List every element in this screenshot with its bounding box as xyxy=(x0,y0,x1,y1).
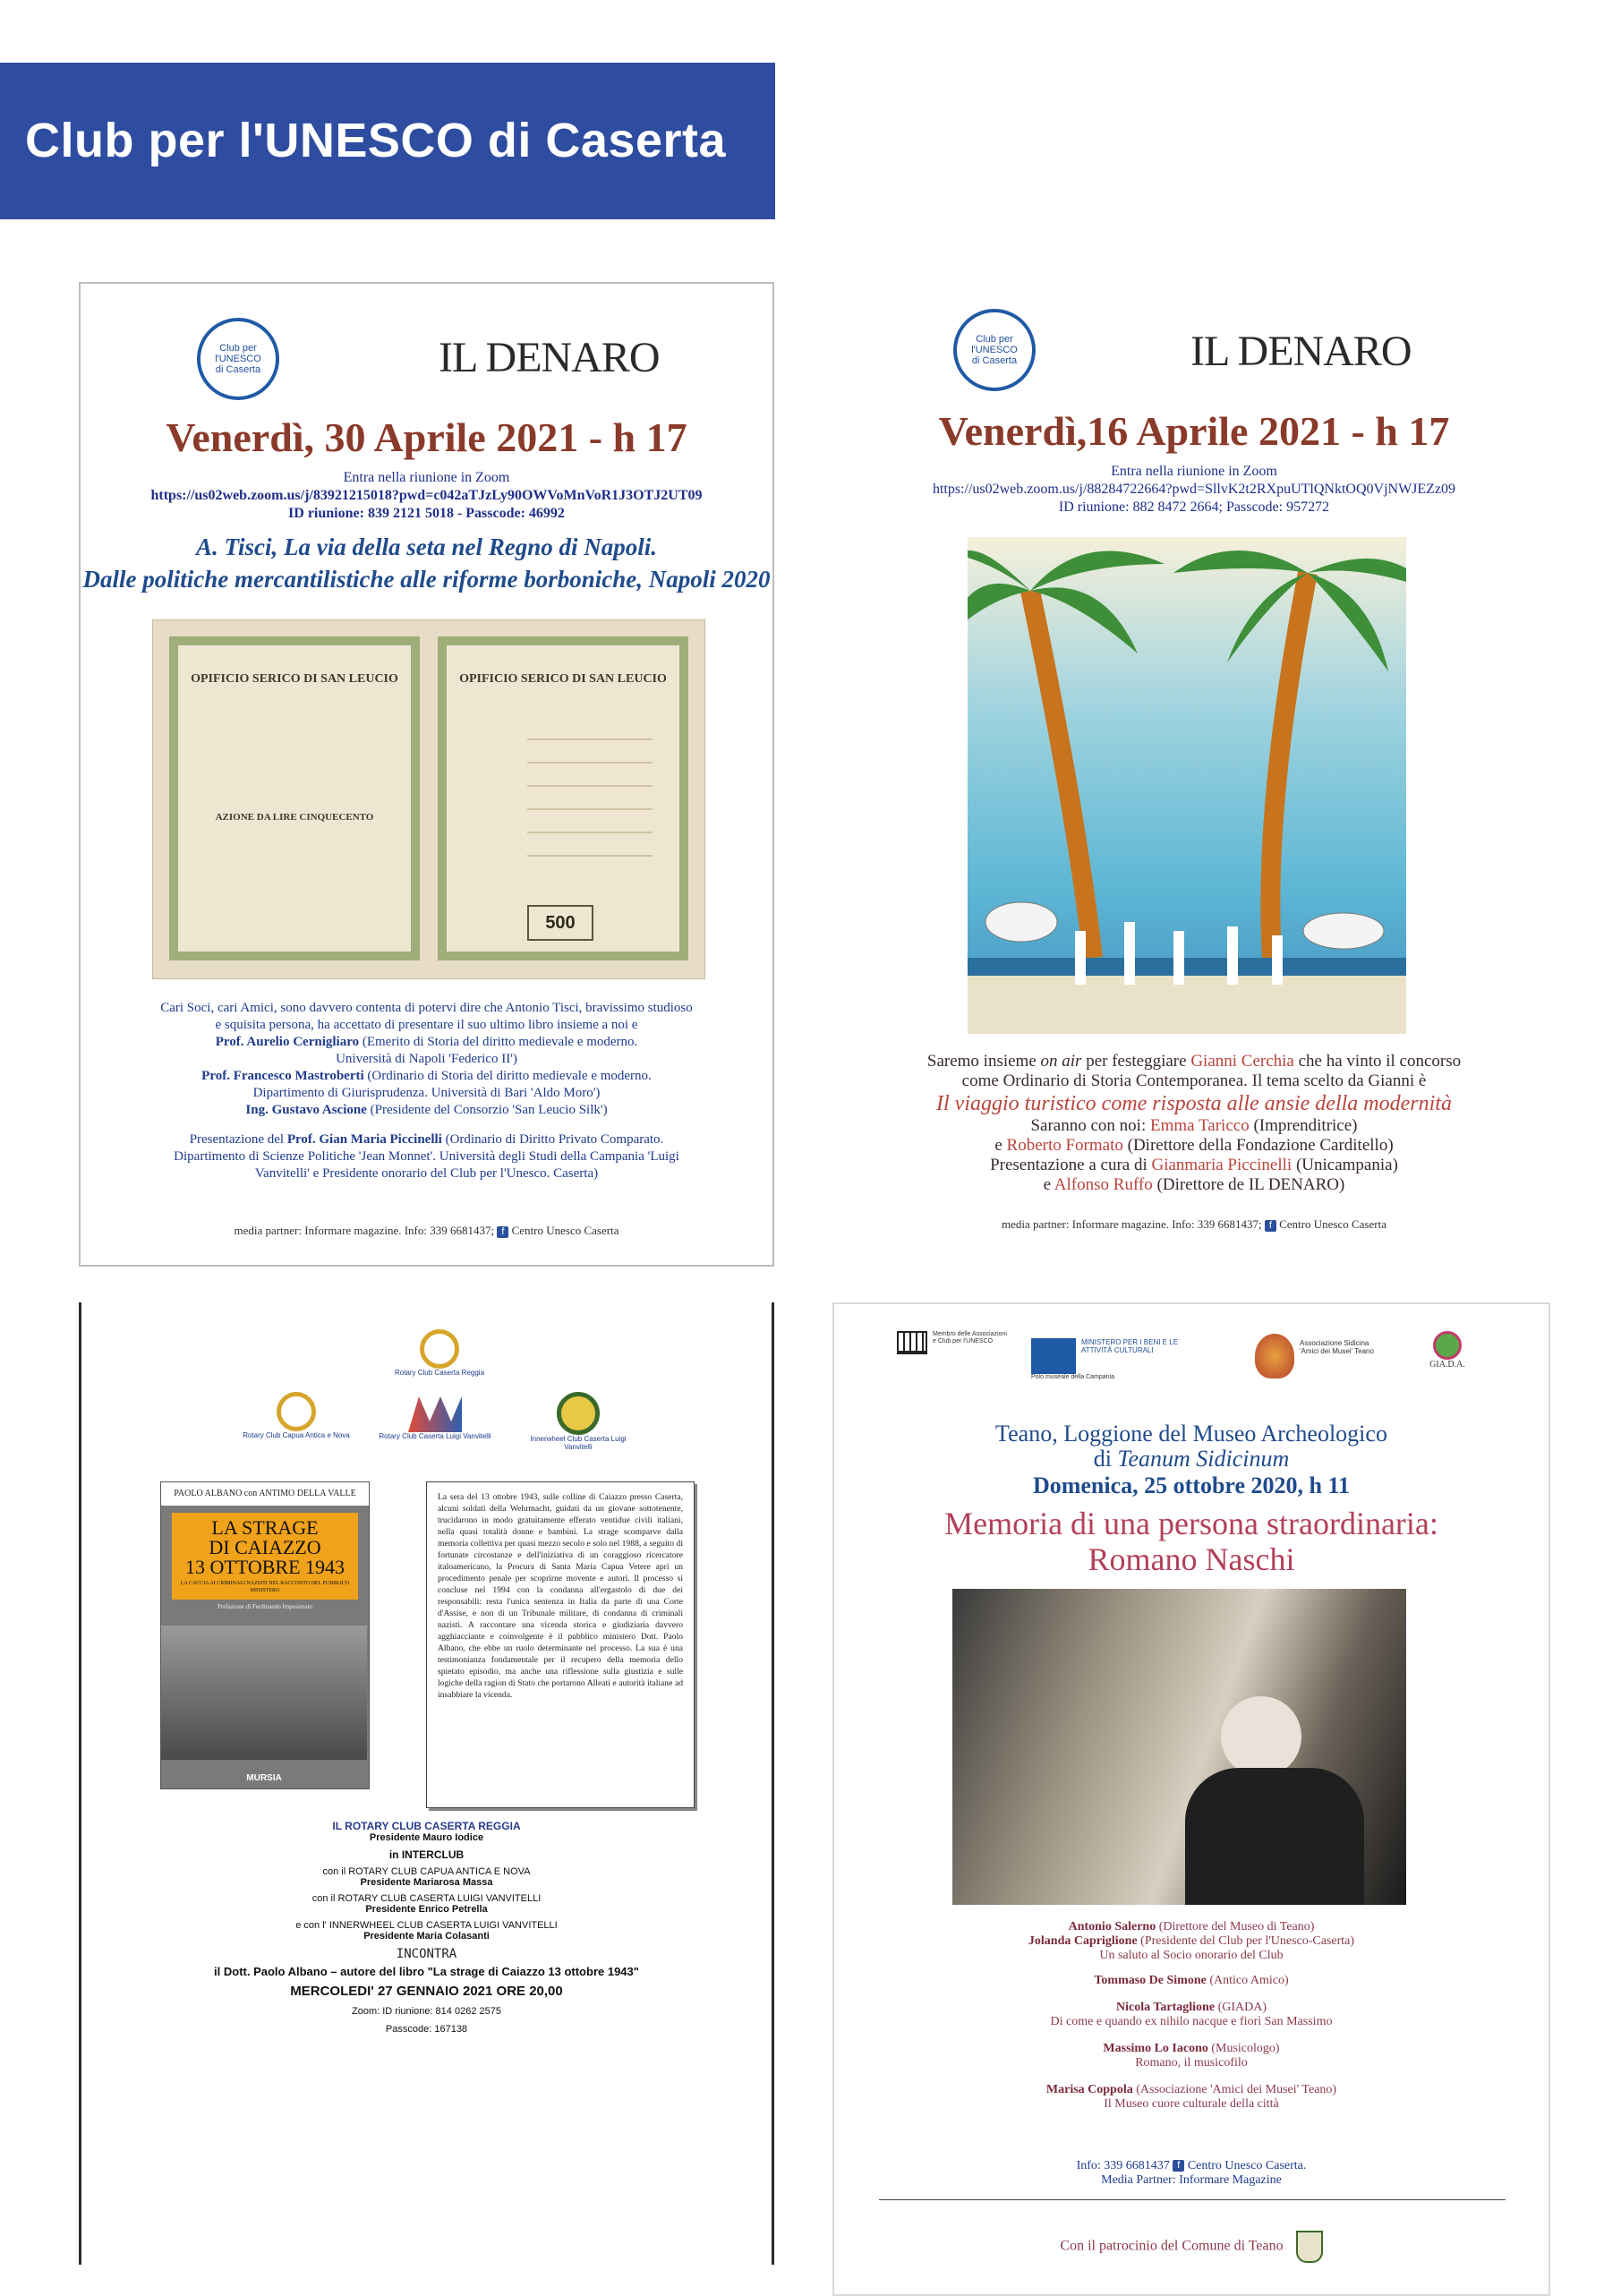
rotary-capua-logo: Rotary Club Capua Antica e Nova xyxy=(243,1392,350,1439)
talk-title: Il viaggio turistico come risposta alle ansie della modernità xyxy=(936,1092,1452,1115)
mibac-logo: MINISTERO PER I BENI E LE ATTIVITÀ CULTURALI Polo museale della Campania xyxy=(1031,1338,1179,1380)
mask-icon xyxy=(1255,1334,1294,1378)
presenter-name: Prof. Gian Maria Piccinelli xyxy=(286,1132,442,1147)
book-summary-box: La sera del 13 ottobre 1943, sulle colline di Caiazzo presso Caserta, alcuni soldati della Wehrmacht, guidati da un giovane sottotenente, trucidarono in modo gratuitamente efferato ventidue civili italiani, nella quasi totalità donne e bambini. La strage scomparve dalla memoria collettiva per quasi mezzo secolo e solo nel 1988, a seguito di fortunate circostanze e dell'iniziativa di un coraggioso ricercatore italoamericano, la Procura di Santa Maria Capua Vetere aprì un procedimento penale per scoprirne movente e autori. Il processo si concluse nel 1994 con la condanna all'ergastolo di due dei responsabili: resta l'unica sentenza in Italia da parte di una Corte d'Assise, e non di un Tribunale militare, di condanna di criminali nazisti. A raccontare una vicenda storica e giudiziaria davvero agghiacciante e coinvolgente è il pubblico ministero Dott. Paolo Albano, che ebbe un ruolo determinante nel processo. La sua è una testimonianza fondamentale per il recupero della memoria dello spietato episodio, ma anche una riflessione sulla giustizia e sulle logiche della ragion di Stato che portarono Alleati e autorità italiane ad insabbiare la vicenda. xyxy=(426,1481,695,1808)
speaker-name: Nicola Tartaglione xyxy=(1116,2001,1216,2014)
coupons-grid xyxy=(527,717,653,878)
certificate-number: 500 xyxy=(527,905,593,941)
speaker-name: Massimo Lo Iacono xyxy=(1103,2042,1208,2055)
speaker-name: Prof. Aurelio Cernigliaro xyxy=(215,1035,360,1049)
il-denaro-logo: IL DENARO xyxy=(439,334,660,381)
intro-text-line2: e squisita persona, ha accettato di presentare il suo ultimo libro insieme a noi e xyxy=(215,1018,638,1032)
temple-icon xyxy=(897,1331,927,1354)
rotary-wheel-icon xyxy=(420,1329,459,1369)
mibac-icon xyxy=(1031,1338,1076,1374)
honoree-name: Gianni Cerchia xyxy=(1190,1052,1294,1071)
event-date: Domenica, 25 ottobre 2020, h 11 xyxy=(1032,1472,1351,1498)
zoom-id: ID riunione: 882 8472 2664; Passcode: 957272 xyxy=(1058,499,1330,515)
patronage-text: Con il patrocinio del Comune di Teano xyxy=(1060,2238,1284,2254)
banner-title: Club per l'UNESCO di Caserta xyxy=(25,114,726,167)
certificate-right: OPIFICIO SERICO DI SAN LEUCIO 500 xyxy=(438,636,688,960)
rotary-vanvitelli-logo: Rotary Club Caserta Luigi Vanvitelli xyxy=(377,1396,493,1440)
event-title: Memoria di una persona straordinaria: xyxy=(944,1506,1438,1541)
book-cover: PAOLO ALBANO con ANTIMO DELLA VALLE LA STRAGE DI CAIAZZO 13 OTTOBRE 1943 LA CACCIA AI CRIMINALI NAZISTI NEL RACCONTO DEL PUBBLICO MINISTERO Prefazione di Ferdinando Imposimato MURSIA xyxy=(160,1481,370,1789)
media-partner: Media Partner: Informare Magazine xyxy=(1101,2173,1282,2187)
unesco-club-logo xyxy=(197,318,279,400)
riviera-poster-image xyxy=(968,537,1406,1034)
speaker-name: Ing. Gustavo Ascione xyxy=(245,1103,367,1117)
event-flyer-caiazzo: Rotary Club Caserta Reggia Rotary Club Capua Antica e Nova Rotary Club Caserta Luigi Vanvitelli Innerwheel Club Caserta Luigi Vanvitelli PAOLO ALBANO con ANTIMO DELLA VALLE LA STRAGE DI CAIAZZO 13 OTTOBRE 1943 LA CACCIA AI CRIMINALI NAZISTI NEL RACCONTO DEL PUBBLICO MINISTERO Prefazione di Ferdinando Imposimato MURSIA La sera del 13 ottobre 1943, sulle colline di Caiazzo presso Caserta, alcuni soldati della Wehrmacht, guidati da un giovane sottotenente, trucidarono in modo gratuitamente efferato ventidue civili italiani, nella quasi totalità donne e bambini. La strage scomparve dalla memoria collettiva per quasi mezzo secolo e solo nel 1988, a seguito di fortunate circostanze e dell'iniziativa di un coraggioso ricercatore italoamericano, la Procura di Santa Maria Capua Vetere aprì un procedimento penale per scoprirne movente e autori. Il processo si concluse nel 1994 con la condanna all'ergastolo di due dei responsabili: resta l'unica sentenza in Italia da parte di una Corte d'Assise, e non di un Tribunale militare, di condanna di criminali nazisti. A raccontare una vicenda storica e giudiziaria davvero agghiacciante e coinvolgente è il pubblico ministero Dott. Paolo Albano, che ebbe un ruolo determinante nel processo. La sua è una testimonianza fondamentale per il recupero della memoria dello spietato episodio, ma anche una riflessione sulla giustizia e sulle logiche della ragion di Stato che portarono Alleati e autorità italiane ad insabbiare la vicenda. IL ROTARY CLUB CASERTA REGGIA Presidente Mauro Iodice in INTERCLUB con il ROTARY CLUB CAPUA ANTICA E NOVA Presidente Mariarosa Massa con il ROTARY CLUB CASERTA LUIGI VANVITELLI Presidente Enrico Petrella e con l' INNERWHEEL CLUB CASERTA LUIGI VANVITELLI Presidente Maria Colasanti INCONTRA il Dott. Paolo Albano – autore del libro "La strage di Caiazzo 13 ottobre 1943" MERCOLEDI' 27 GENNAIO 2021 ORE 20,00 Zoom: ID riunione: 814 0262 2575 Passcode: 167138 xyxy=(79,1302,774,2265)
facebook-icon: f xyxy=(497,1226,508,1238)
giada-logo: GIA.D.A. xyxy=(1416,1331,1479,1370)
event-flyer-cerchia: Club per l'UNESCO di Caserta IL DENARO Venerdì,16 Aprile 2021 - h 17 Entra nella riunione in Zoom https://us02web.zoom.us/j/88284722664?pwd=SllvK2t2RXpuUTlQNktOQ0VjNWJEZz09 ID riunione: 882 8472 2664; Passcode: 957272 Saremo insieme on air per festeggiare Gianni Cerchia che ha vinto il concorso come Ordinario di Storia Contemporanea. Il tema scelto da Gianni è Il viaggio turistico come risposta alle ansie della modernità Saranno con noi: Emma Taricco (Imprenditrice) e Roberto Formato (Direttore della Fondazione Carditello) Presentazione a cura di Gianmaria Piccinelli (Unicampania) e Alfonso Ruffo (Direttore de IL DENARO) media partner: Informare magazine. Info: 339 6681437; f Centro Unesco Caserta xyxy=(846,282,1542,1267)
certificate-left: OPIFICIO SERICO DI SAN LEUCIO AZIONE DA LIRE CINQUECENTO xyxy=(169,636,420,960)
share-certificate-image xyxy=(152,619,705,979)
guest-name: Roberto Formato xyxy=(1006,1136,1123,1155)
book-title: A. Tisci, La via della seta nel Regno di Napoli. xyxy=(196,533,657,560)
innerwheel-logo: Innerwheel Club Caserta Luigi Vanvitelli xyxy=(520,1392,636,1451)
footer: media partner: Informare magazine. Info: 339 6681437; f Centro Unesco Caserta xyxy=(234,1224,619,1237)
innerwheel-icon xyxy=(557,1392,600,1435)
intro-text-line1: Cari Soci, cari Amici, sono davvero contenta di potervi dire che Antonio Tisci, bravissimo studioso xyxy=(160,1001,693,1015)
header-banner xyxy=(0,63,775,219)
event-flyer-tisci: Club per l'UNESCO di Caserta IL DENARO Venerdì, 30 Aprile 2021 - h 17 Entra nella riunione in Zoom https://us02web.zoom.us/j/83921215018?pwd=c042aTJzLy90OWVoMnVoR1J3OTJ2UT09 ID riunione: 839 2121 5018 - Passcode: 46992 A. Tisci, La via della seta nel Regno di Napoli. Dalle politiche mercantilistiche alle riforme borboniche, Napoli 2020 OPIFICIO SERICO DI SAN LEUCIO AZIONE DA LIRE CINQUECENTO OPIFICIO SERICO DI SAN LEUCIO 500 Cari Soci, cari Amici, sono davvero contenta di potervi dire che Antonio Tisci, bravissimo studioso e squisita persona, ha accettato di presentare il suo ultimo libro insieme a noi e Prof. Aurelio Cernigliaro (Emerito di Storia del diritto medievale e moderno. Università di Napoli 'Federico II') Prof. Francesco Mastroberti (Ordinario di Storia del diritto medievale e moderno. Dipartimento di Giurisprudenza. Università di Bari 'Aldo Moro') Ing. Gustavo Ascione (Presidente del Consorzio 'San Leucio Silk') Presentazione del Prof. Gian Maria Piccinelli (Ordinario di Diritto Privato Comparato. Dipartimento di Scienze Politiche 'Jean Monnet'. Università degli Studi della Campania 'Luigi Vanvitelli' e Presidente onorario del Club per l'Unesco. Caserta) media partner: Informare magazine. Info: 339 6681437; f Centro Unesco Caserta xyxy=(79,282,774,1267)
speaker-name: Marisa Coppola xyxy=(1045,2083,1133,2096)
soldiers-photo xyxy=(161,1626,367,1760)
event-flyer-naschi: Membro delle Associazioni e Club per l'UNESCO MINISTERO PER I BENI E LE ATTIVITÀ CULTURALI Polo museale della Campania Associazione Sidicina 'Amici dei Musei' Teano GIA.D.A. Teano, Loggione del Museo Archeologico di Teanum Sidicinum Domenica, 25 ottobre 2020, h 11 Memoria di una persona straordinaria: Romano Naschi Antonio Salerno (Direttore del Museo di Teano) Jolanda Capriglione (Presidente del Club per l'Unesco-Caserta) Un saluto al Socio onorario del Club Tommaso De Simone (Antico Amico) Nicola Tartaglione (GIADA) Di come e quando ex nihilo nacque e fiorì San Massimo Massimo Lo Iacono (Musicologo) Romano, il musicofilo Marisa Coppola (Associazione 'Amici dei Musei' Teano) Il Museo cuore culturale della città Info: 339 6681437 f Centro Unesco Caserta. Media Partner: Informare Magazine Con il patrocinio del Comune di Teano xyxy=(832,1302,1550,2296)
guest-name: Emma Taricco xyxy=(1150,1116,1250,1135)
il-denaro-logo: IL DENARO xyxy=(1190,328,1412,375)
event-subject: Romano Naschi xyxy=(1088,1541,1295,1577)
zoom-link[interactable]: https://us02web.zoom.us/j/88284722664?pwd=SllvK2t2RXpuUTlQNktOQ0VjNWJEZz09 xyxy=(932,482,1456,497)
portrait-face xyxy=(1221,1696,1301,1777)
palm-trees-illustration xyxy=(968,537,1406,1034)
speaker-name: Tommaso De Simone xyxy=(1094,1974,1207,1987)
speaker-name: Jolanda Capriglione xyxy=(1028,1934,1138,1948)
speaker-name: Antonio Salerno xyxy=(1068,1920,1156,1933)
crown-icon xyxy=(408,1396,462,1432)
flower-icon xyxy=(1433,1331,1462,1360)
venue: Teano, Loggione del Museo Archeologico xyxy=(995,1421,1387,1447)
book-subtitle: Dalle politiche mercantilistiche alle riforme borboniche, Napoli 2020 xyxy=(82,566,771,593)
unesco-club-logo: Club per l'UNESCO di Caserta xyxy=(953,309,1036,391)
presenter-name: Alfonso Ruffo xyxy=(1054,1175,1153,1194)
zoom-id: ID riunione: 839 2121 5018 - Passcode: 46992 xyxy=(288,506,565,521)
amici-musei-logo: Associazione Sidicina 'Amici dei Musei' Teano xyxy=(1255,1334,1389,1378)
portrait-body xyxy=(1185,1768,1364,1905)
rotary-wheel-icon xyxy=(277,1392,316,1431)
zoom-link[interactable]: https://us02web.zoom.us/j/83921215018?pwd=c042aTJzLy90OWVoMnVoR1J3OTJ2UT09 xyxy=(150,488,703,503)
romano-naschi-photo xyxy=(952,1589,1406,1905)
zoom-label: Entra nella riunione in Zoom xyxy=(1111,464,1277,479)
facebook-icon: f xyxy=(1265,1220,1276,1232)
speaker-name: Prof. Francesco Mastroberti xyxy=(201,1069,364,1083)
facebook-icon: f xyxy=(1173,2160,1184,2172)
teano-coat-of-arms-icon xyxy=(1296,2231,1323,2263)
unesco-logo: Membro delle Associazioni e Club per l'UNESCO xyxy=(897,1331,1013,1354)
event-date-title: Venerdì, 30 Aprile 2021 - h 17 xyxy=(166,414,687,460)
divider xyxy=(879,2199,1506,2200)
presenter-name: Gianmaria Piccinelli xyxy=(1151,1156,1293,1174)
footer: media partner: Informare magazine. Info: 339 6681437; f Centro Unesco Caserta xyxy=(1002,1217,1386,1231)
event-date-title: Venerdì,16 Aprile 2021 - h 17 xyxy=(938,408,1450,454)
logo-text: Club per l'UNESCO di Caserta xyxy=(215,343,261,375)
rotary-reggia-logo: Rotary Club Caserta Reggia xyxy=(386,1329,493,1377)
zoom-label: Entra nella riunione in Zoom xyxy=(343,470,510,485)
